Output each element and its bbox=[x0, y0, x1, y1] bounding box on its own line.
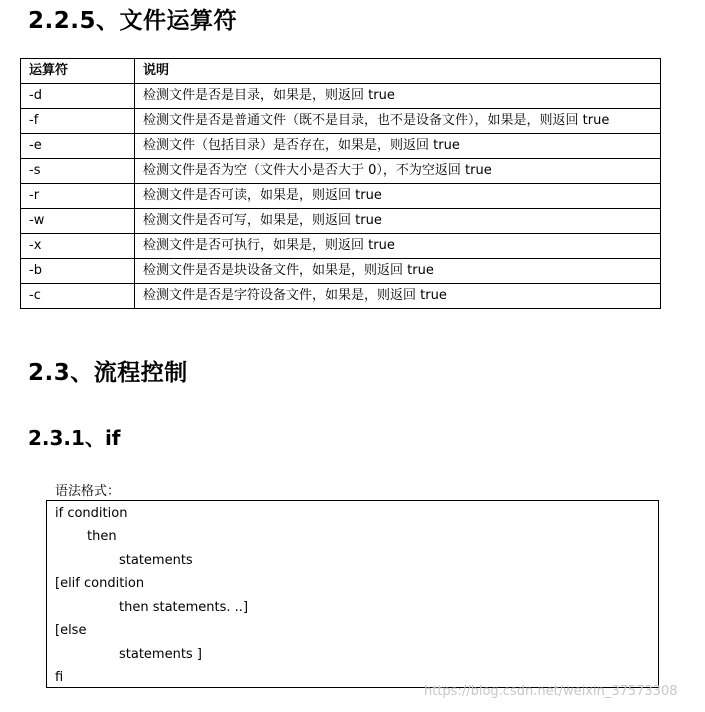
description-cell: 检测文件是否是普通文件（既不是目录，也不是设备文件），如果是，则返回 true bbox=[135, 109, 661, 134]
description-cell: 检测文件是否可执行，如果是，则返回 true bbox=[135, 234, 661, 259]
code-line: statements bbox=[119, 553, 193, 568]
code-line: fi bbox=[55, 670, 64, 685]
operator-cell: -r bbox=[21, 184, 135, 209]
operator-cell: -b bbox=[21, 259, 135, 284]
operator-cell: -x bbox=[21, 234, 135, 259]
table-row bbox=[21, 184, 661, 209]
code-line: then statements. ..] bbox=[119, 600, 249, 615]
column-header-description: 说明 bbox=[135, 59, 661, 84]
table-row bbox=[21, 234, 661, 259]
code-line: [else bbox=[55, 623, 87, 638]
column-header-operator: 运算符 bbox=[21, 59, 135, 84]
table-row bbox=[21, 259, 661, 284]
table-row bbox=[21, 284, 661, 309]
description-cell: 检测文件是否可写，如果是，则返回 true bbox=[135, 209, 661, 234]
syntax-format-label: 语法格式： bbox=[55, 484, 121, 499]
code-line: statements ] bbox=[119, 647, 202, 662]
watermark-url: https://blog.csdn.net/weixin_37573308 bbox=[424, 684, 678, 699]
description-cell: 检测文件是否是字符设备文件，如果是，则返回 true bbox=[135, 284, 661, 309]
table-row bbox=[21, 209, 661, 234]
syntax-code-box bbox=[46, 500, 659, 688]
operator-cell: -e bbox=[21, 134, 135, 159]
description-cell: 检测文件是否是块设备文件，如果是，则返回 true bbox=[135, 259, 661, 284]
operator-cell: -w bbox=[21, 209, 135, 234]
code-line: [elif condition bbox=[55, 576, 145, 591]
description-cell: 检测文件（包括目录）是否存在，如果是，则返回 true bbox=[135, 134, 661, 159]
table-row bbox=[21, 84, 661, 109]
sub-heading-if: 2.3.1、if bbox=[28, 426, 121, 450]
file-operators-table bbox=[20, 58, 661, 309]
table-row bbox=[21, 109, 661, 134]
code-line: then bbox=[87, 529, 117, 544]
operator-cell: -c bbox=[21, 284, 135, 309]
description-cell: 检测文件是否为空（文件大小是否大于 0），不为空返回 true bbox=[135, 159, 661, 184]
main-heading-flow-control: 2.3、流程控制 bbox=[28, 360, 188, 386]
code-line: if condition bbox=[55, 506, 128, 521]
operator-cell: -s bbox=[21, 159, 135, 184]
description-cell: 检测文件是否可读，如果是，则返回 true bbox=[135, 184, 661, 209]
operator-cell: -f bbox=[21, 109, 135, 134]
table-row bbox=[21, 134, 661, 159]
section-heading-file-operators: 2.2.5、文件运算符 bbox=[28, 8, 237, 34]
description-cell: 检测文件是否是目录，如果是，则返回 true bbox=[135, 84, 661, 109]
table-row bbox=[21, 159, 661, 184]
table-header-row bbox=[21, 59, 661, 84]
operator-cell: -d bbox=[21, 84, 135, 109]
